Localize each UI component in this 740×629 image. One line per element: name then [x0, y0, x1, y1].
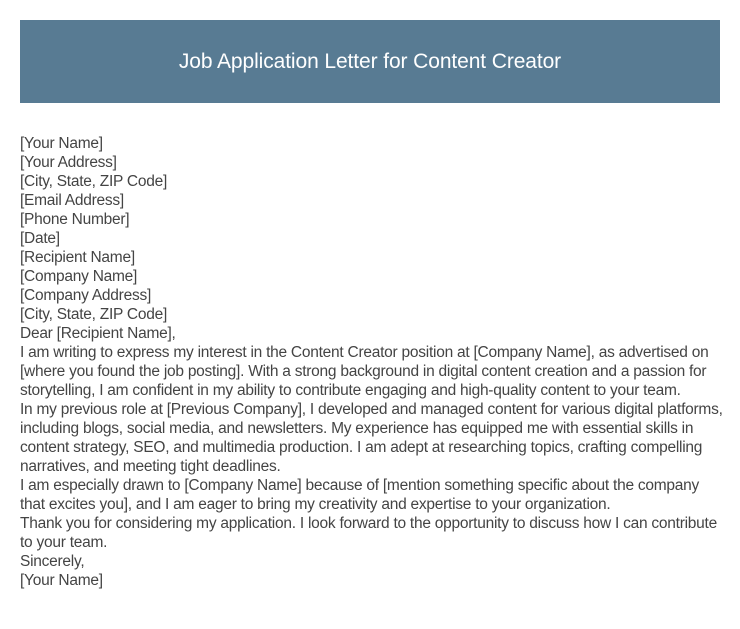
signature-name: [Your Name]	[20, 572, 103, 589]
sender-address: [Your Address]	[20, 154, 117, 171]
page-title: Job Application Letter for Content Creator	[178, 49, 562, 73]
sender-city: [City, State, ZIP Code]	[20, 173, 168, 190]
company-address: [Company Address]	[20, 287, 152, 304]
company-city: [City, State, ZIP Code]	[20, 306, 168, 323]
letter-body	[20, 134, 726, 590]
sender-name: [Your Name]	[20, 135, 103, 152]
company-name: [Company Name]	[20, 268, 138, 285]
sender-email: [Email Address]	[20, 192, 124, 209]
paragraph-closing: Thank you for considering my application. I look forward to the opportunity to discuss how I can contribute to your team.	[20, 515, 717, 551]
sign-off: Sincerely,	[20, 553, 85, 570]
title-banner	[20, 20, 720, 103]
letter-date: [Date]	[20, 230, 60, 247]
paragraph-intro: I am writing to express my interest in the Content Creator position at [Company Name], as advertised on [where you found the job posting]. With a strong background in digital content creation and a passion for storytelling, I am confident in my ability to contribute engaging and high-quality content to your team.	[20, 344, 709, 399]
sender-phone: [Phone Number]	[20, 211, 130, 228]
paragraph-motivation: I am especially drawn to [Company Name] because of [mention something specific about the company that excites you], and I am eager to bring my creativity and expertise to your organization.	[20, 477, 700, 513]
paragraph-experience: In my previous role at [Previous Company], I developed and managed content for various digital platforms, including blogs, social media, and newsletters. My experience has equipped me with essential skills in content strategy, SEO, and multimedia production. I am adept at researching topics, crafting compelling narratives, and meeting tight deadlines.	[20, 401, 723, 475]
recipient-name: [Recipient Name]	[20, 249, 135, 266]
salutation: Dear [Recipient Name],	[20, 325, 176, 342]
